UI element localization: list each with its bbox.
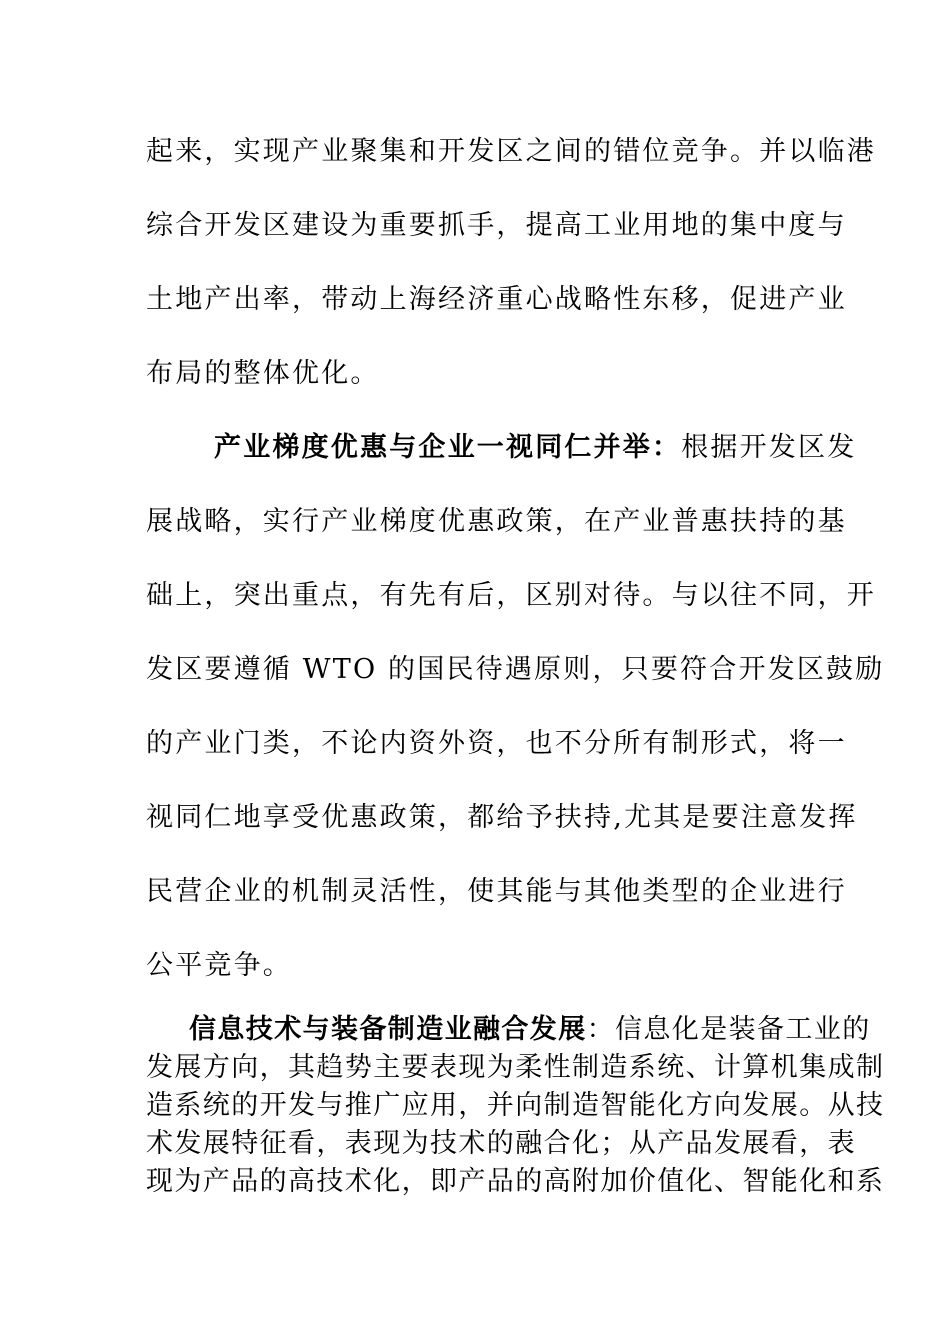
paragraph-3-heading: 信息技术与装备制造业融合发展 bbox=[189, 1014, 587, 1045]
paragraph-1-line-3: 土地产出率，带动上海经济重心战略性东移，促进产业 bbox=[146, 284, 847, 315]
paragraph-3-line-2: 发展方向，其趋势主要表现为柔性制造系统、计算机集成制 bbox=[146, 1052, 885, 1083]
paragraph-3-line-5: 现为产品的高技术化，即产品的高附加价值化、智能化和系 bbox=[146, 1166, 885, 1197]
paragraph-3-first-line-text: ：信息化是装备工业的 bbox=[586, 1014, 871, 1045]
paragraph-3-line-4: 术发展特征看，表现为技术的融合化；从产品发展看，表 bbox=[146, 1128, 856, 1159]
paragraph-2-heading: 产业梯度优惠与企业一视同仁并举： bbox=[214, 432, 682, 463]
paragraph-2-line-5: 的产业门类，不论内资外资，也不分所有制形式，将一 bbox=[146, 728, 847, 759]
paragraph-3-line-3: 造系统的开发与推广应用，并向制造智能化方向发展。从技 bbox=[146, 1090, 885, 1121]
paragraph-3-line-1 bbox=[189, 1012, 871, 1048]
paragraph-2-line-8: 公平竞争。 bbox=[146, 950, 292, 981]
paragraph-1-line-1: 起来，实现产业聚集和开发区之间的错位竞争。并以临港 bbox=[146, 136, 876, 167]
paragraph-2-line-6: 视同仁地享受优惠政策，都给予扶持,尤其是要注意发挥 bbox=[146, 802, 858, 833]
paragraph-1-line-4: 布局的整体优化。 bbox=[146, 358, 380, 389]
paragraph-2-line-3: 础上，突出重点，有先有后，区别对待。与以往不同，开 bbox=[146, 580, 876, 611]
paragraph-2-line-2: 展战略，实行产业梯度优惠政策，在产业普惠扶持的基 bbox=[146, 506, 847, 537]
paragraph-2-line-4: 发区要遵循 WTO 的国民待遇原则，只要符合开发区鼓励 bbox=[146, 654, 885, 685]
paragraph-1-line-2: 综合开发区建设为重要抓手，提高工业用地的集中度与 bbox=[146, 210, 847, 241]
paragraph-2-first-line-text: 根据开发区发 bbox=[681, 432, 857, 463]
paragraph-2-line-7: 民营企业的机制灵活性，使其能与其他类型的企业进行 bbox=[146, 876, 847, 907]
paragraph-2-line-1 bbox=[214, 430, 856, 466]
